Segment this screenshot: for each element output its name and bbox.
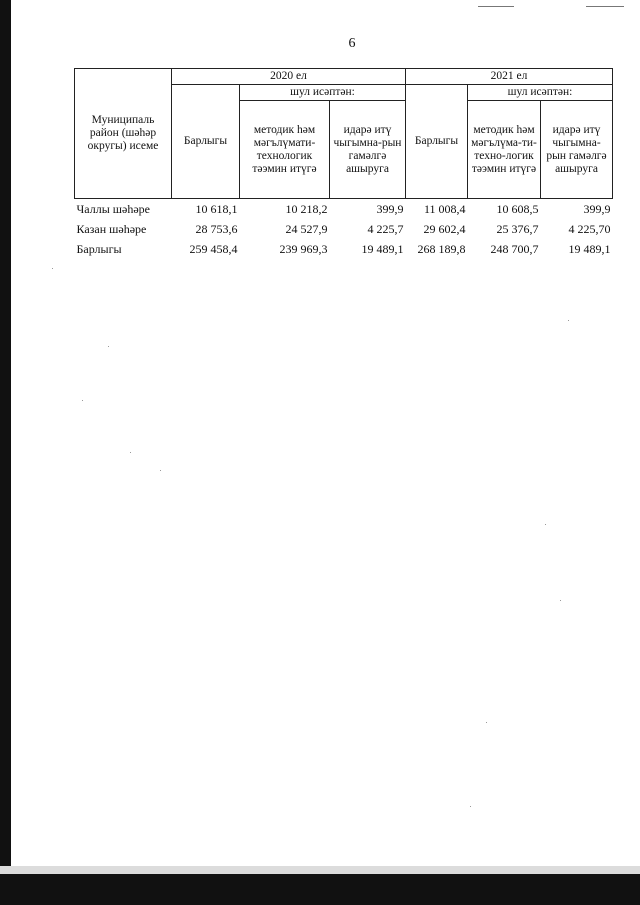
admin-2020-header: идарә итү чыгымна-рын гамәлгә ашыруга <box>330 101 406 199</box>
admin-2021-header: идарә итү чыгымна-рын гамәлгә ашыруга <box>541 101 613 199</box>
table-row <box>75 219 613 239</box>
cell-total-2020: 259 458,4 <box>189 241 238 256</box>
scan-speck <box>52 268 53 269</box>
table-row <box>75 199 613 220</box>
cell-total-2021: 268 189,8 <box>417 241 466 256</box>
total-2021-header: Барлыгы <box>406 85 468 199</box>
municipality-header: Муниципаль район (шәһәр округы) исеме <box>75 69 172 199</box>
scan-speck <box>568 320 569 321</box>
cell-method-2021: 25 376,7 <box>496 221 539 236</box>
scan-speck <box>545 524 546 525</box>
total-2020-header: Барлыгы <box>172 85 240 199</box>
cell-total-2021: 11 008,4 <box>423 201 466 216</box>
cell-method-2020: 239 969,3 <box>279 241 328 256</box>
scan-speck <box>470 806 471 807</box>
including-2020-header: шул исәптән: <box>240 85 406 101</box>
cell-total-2021: 29 602,4 <box>423 221 466 236</box>
cell-admin-2020: 4 225,7 <box>367 221 404 236</box>
table-row <box>75 239 613 259</box>
row-name: Чаллы шәһәре <box>76 201 150 216</box>
page-number: 6 <box>348 36 356 51</box>
cell-method-2021: 10 608,5 <box>496 201 539 216</box>
methodical-2021-header: методик һәм мәгълүма-ти-техно-логик тәэмин итүгә <box>468 101 541 199</box>
year-2021-header: 2021 ел <box>406 69 613 85</box>
scan-mark <box>478 6 514 7</box>
scan-bottom-shadow <box>0 866 640 874</box>
row-name: Барлыгы <box>76 241 122 256</box>
cell-total-2020: 10 618,1 <box>195 201 238 216</box>
scan-speck <box>108 346 109 347</box>
scan-mark <box>586 6 624 7</box>
cell-method-2020: 24 527,9 <box>285 221 328 236</box>
budget-table <box>74 68 613 259</box>
scan-speck <box>82 400 83 401</box>
scan-speck <box>560 600 561 601</box>
cell-method-2020: 10 218,2 <box>285 201 328 216</box>
scan-speck <box>486 722 487 723</box>
row-name: Казан шәһәре <box>76 221 147 236</box>
methodical-2020-header: методик һәм мәгълүмати-технологик тәэмин итүгә <box>240 101 330 199</box>
year-2020-header: 2020 ел <box>172 69 406 85</box>
cell-method-2021: 248 700,7 <box>490 241 539 256</box>
cell-total-2020: 28 753,6 <box>195 221 238 236</box>
cell-admin-2021: 4 225,70 <box>568 221 611 236</box>
cell-admin-2021: 19 489,1 <box>568 241 611 256</box>
scan-speck <box>160 470 161 471</box>
including-2021-header: шул исәптән: <box>468 85 613 101</box>
cell-admin-2020: 399,9 <box>376 201 404 216</box>
cell-admin-2021: 399,9 <box>583 201 611 216</box>
scan-speck <box>130 452 131 453</box>
cell-admin-2020: 19 489,1 <box>361 241 404 256</box>
scan-bottom-border <box>0 874 640 905</box>
scan-left-border <box>0 0 11 905</box>
